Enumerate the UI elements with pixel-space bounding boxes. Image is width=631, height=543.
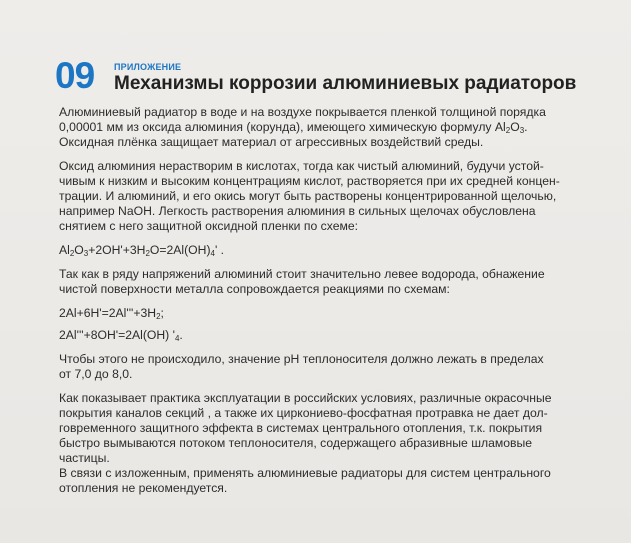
paragraph-3-line-2: чистой поверхности металла сопровождается реакциями по схемам: [59,282,450,296]
subscript: 3 [519,126,525,135]
text-span: O [510,120,520,134]
text-span: 0,00001 мм из оксида алюминия (корунда), имеющего химическую формулу Al [59,120,506,134]
text-span: O [74,243,84,257]
paragraph-6-line-1: В связи с изложенным, применять алюминиевые радиаторы для систем центрального [59,466,551,480]
paragraph-gap [59,321,589,328]
paragraph-5-line-1: Как показывает практика эксплуатации в российских условиях, различные окрасочные [59,391,552,405]
text-span: +2OH'+3H [88,243,146,257]
paragraph-4-line-1: Чтобы этого не происходило, значение pH теплоносителя должно лежать в пределах [59,352,544,366]
paragraph-5-line-4: быстро вымываются потоком теплоносителя, содержащего абразивные шламовые [59,436,533,450]
text-span: ' . [214,243,225,257]
paragraph-5-line-2: покрытия каналов секций , а также их циркониево-фосфатная протравка не дает дол- [59,406,548,420]
paragraph-5-line-3: говременного защитного эффекта в системах центрального отопления, т.к. покрытия [59,421,543,435]
subscript: 2 [145,249,150,258]
paragraph-2-line-2: чивым к низким и высоким концентрациям кислот, растворяется при их средней концен- [59,174,560,188]
subscript: 3 [83,249,89,258]
page-header [55,52,615,102]
paragraph-gap [59,150,589,159]
paragraph-gap [59,258,589,267]
formula-1 [59,243,589,258]
text-span: ; [160,306,164,320]
paragraph-1-line-2 [59,120,589,135]
text-span: 2Al+6H'=2Al'''+3H [59,306,157,320]
paragraph-1-line-1: Алюминиевый радиатор в воде и на воздухе покрывается пленкой толщиной порядка [59,105,546,119]
paragraph-4-line-2: от 7,0 до 8,0. [59,367,133,381]
subscript: 2 [156,312,161,321]
section-label: ПРИЛОЖЕНИЕ [114,62,182,72]
paragraph-1-line-3: Оксидная плёнка защищает материал от агрессивных воздействий среды. [59,135,484,149]
chapter-number: 09 [55,55,95,96]
paragraph-2-line-1: Оксид алюминия нерастворим в кислотах, тогда как чистый алюминий, будучи устой- [59,159,544,173]
paragraph-6-line-2: отопления не рекомендуется. [59,481,228,495]
subscript: 4 [210,249,215,258]
text-span: O=2Al(OH) [149,243,211,257]
text-span: Al [59,243,70,257]
paragraph-gap [59,297,589,306]
paragraph-gap [59,343,589,352]
paragraph-gap [59,234,589,243]
page-title: Механизмы коррозии алюминиевых радиаторов [114,73,577,94]
paragraph-gap [59,382,589,391]
subscript: 2 [505,126,511,135]
paragraph-2-line-4: например NaOH. Легкость растворения алюминия в сильных щелочах обусловлена [59,204,536,218]
paragraph-3-line-1: Так как в ряду напряжений алюминий стоит значительно левее водорода, обнажение [59,267,545,281]
paragraph-5-line-5: частицы. [59,451,110,465]
article-body [59,105,589,496]
formula-3 [59,328,589,343]
subscript: 2 [69,249,75,258]
text-span: . [179,328,183,342]
paragraph-2-line-5: снятием с него защитной оксидной пленки по схеме: [59,219,359,233]
subscript: 4 [174,334,180,343]
text-span: . [524,120,528,134]
text-span: 2Al'''+8OH'=2Al(OH) ' [59,328,175,342]
formula-2 [59,306,589,321]
paragraph-2-line-3: трации. И алюминий, и его окись могут быть растворены концентрированной щелочью, [59,189,557,203]
